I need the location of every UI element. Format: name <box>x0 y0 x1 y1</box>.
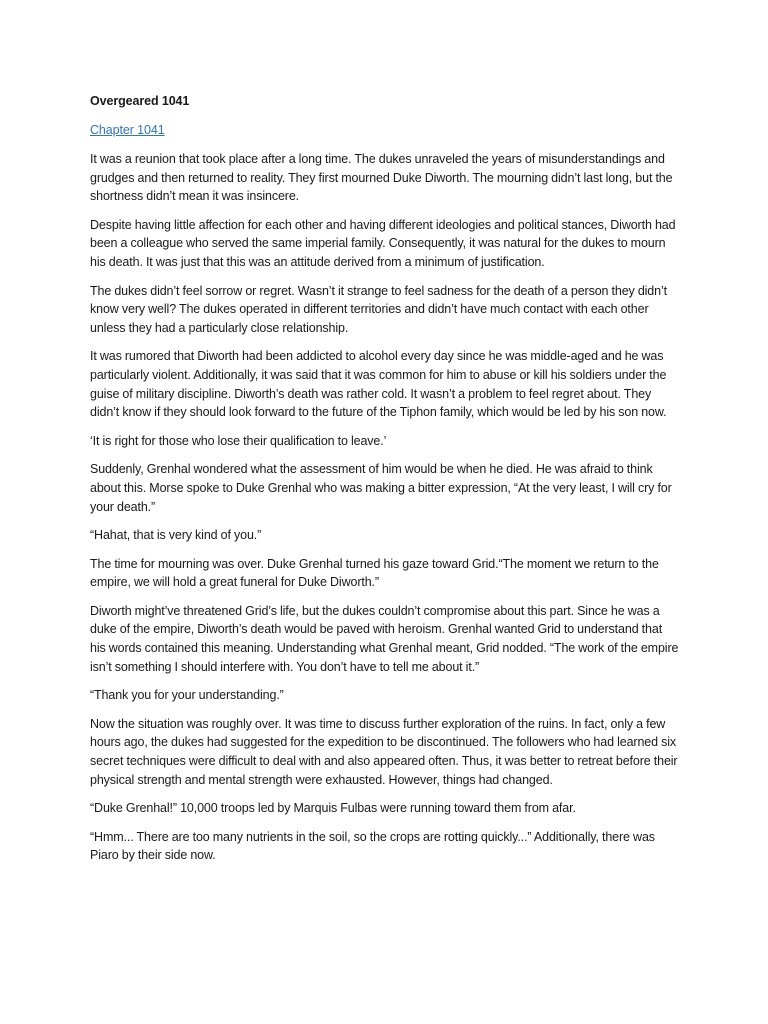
paragraph: Suddenly, Grenhal wondered what the assessment of him would be when he died. He was afraid to think about this. Morse spoke to Duke Grenhal who was making a bitter expression, “At the very least, I will cry for your death.” <box>90 462 672 514</box>
paragraph: “Hmm... There are too many nutrients in the soil, so the crops are rotting quickly...” Additionally, there was Piaro by their side now. <box>90 829 655 863</box>
paragraph: “Duke Grenhal!” 10,000 troops led by Marquis Fulbas were running toward them from afar. <box>90 801 576 816</box>
paragraph: Now the situation was roughly over. It was time to discuss further exploration of the ruins. In fact, only a few hours ago, the dukes had suggested for the expedition to be discontinued. The followers who had learned six secret techniques were difficult to deal with and also appeared often. Thus, it was better to retreat before their physical strength and mental strength were exhausted. However, things had changed. <box>90 716 678 787</box>
paragraph: Diworth might’ve threatened Grid’s life, but the dukes couldn’t compromise about this part. Since he was a duke of the empire, Diworth’s death would be paved with heroism. Grenhal wanted Grid to understand that his words contained this meaning. Understanding what Grenhal meant, Grid nodded. “The work of the empire isn’t something I should interfere with. You don’t have to tell me about it.” <box>90 603 679 674</box>
paragraph: It was rumored that Diworth had been addicted to alcohol every day since he was middle-aged and he was particularly violent. Additionally, it was said that it was common for him to abuse or kill his soldiers under the guise of military discipline. Diworth’s death was rather cold. It wasn’t a problem to feel regret about. They didn’t know if they should look forward to the future of the Tiphon family, which would be led by his son now. <box>90 349 667 420</box>
paragraph: Despite having little affection for each other and having different ideologies and political stances, Diworth had been a colleague who served the same imperial family. Consequently, it was natural for the dukes to mourn his death. It was just that this was an attitude derived from a minimum of justification. <box>90 217 676 269</box>
paragraph: It was a reunion that took place after a long time. The dukes unraveled the years of misunderstandings and grudges and then returned to reality. They first mourned Duke Diworth. The mourning didn’t last long, but the shortness didn’t mean it was insincere. <box>90 152 673 204</box>
document-title: Overgeared 1041 <box>90 94 190 108</box>
paragraph: The dukes didn’t feel sorrow or regret. Wasn’t it strange to feel sadness for the death of a person they didn’t know very well? The dukes operated in different territories and didn’t have much contact with each other unless they had a particularly close relationship. <box>90 283 667 335</box>
paragraph: The time for mourning was over. Duke Grenhal turned his gaze toward Grid.“The moment we return to the empire, we will hold a great funeral for Duke Diworth.” <box>90 556 659 590</box>
paragraph: ‘It is right for those who lose their qualification to leave.’ <box>90 433 387 448</box>
chapter-link[interactable]: Chapter 1041 <box>90 123 165 137</box>
paragraph: “Hahat, that is very kind of you.” <box>90 528 262 543</box>
document-page <box>90 92 680 875</box>
paragraph: “Thank you for your understanding.” <box>90 688 284 703</box>
